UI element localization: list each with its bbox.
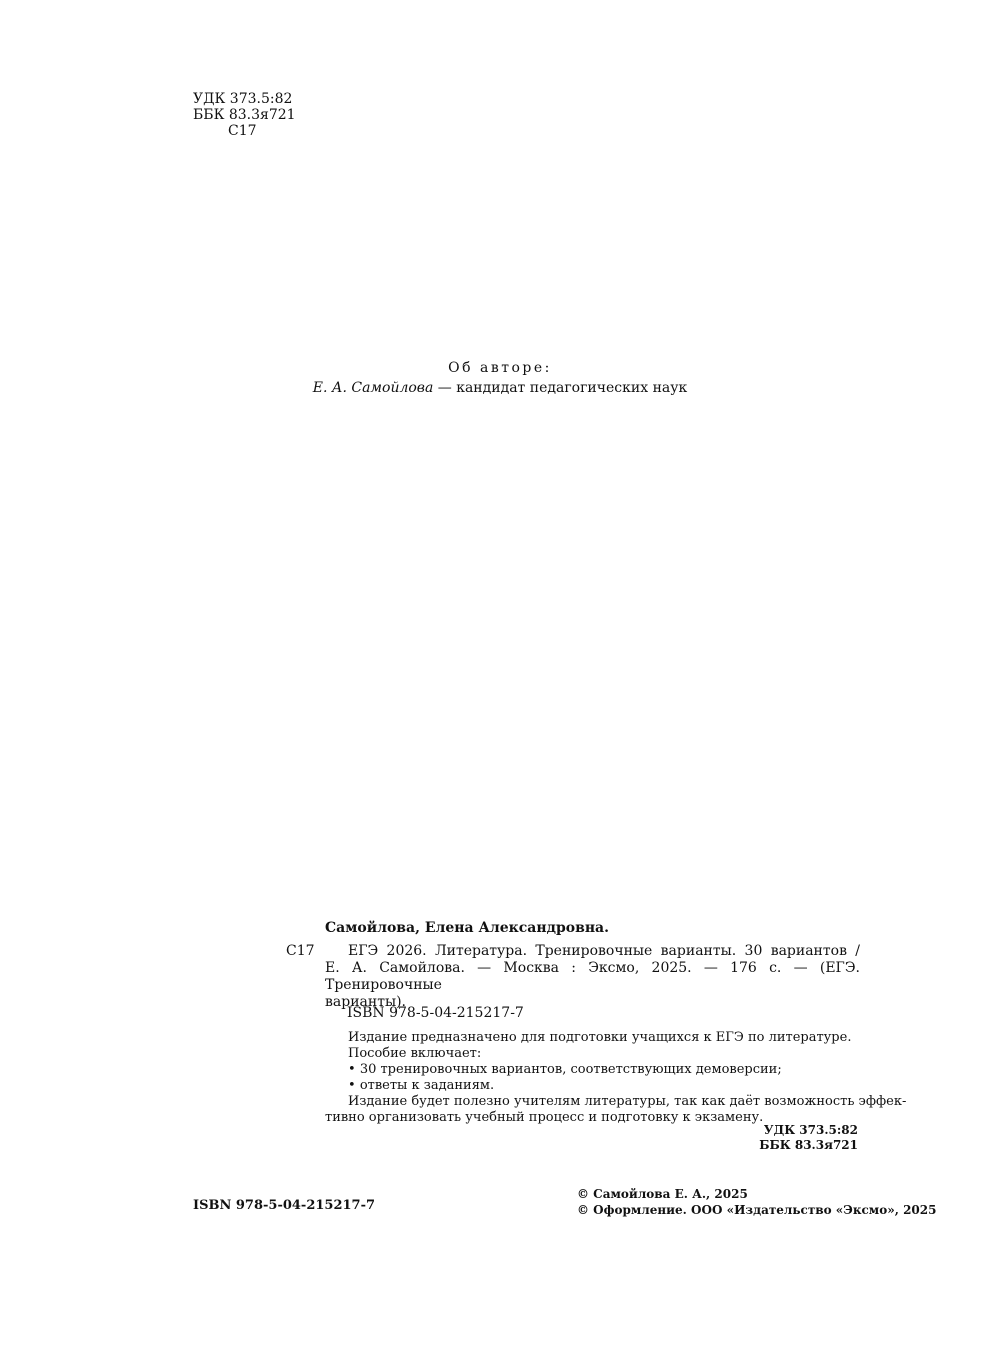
annotation-bullet-2: • ответы к заданиям. [325,1078,860,1094]
annotation-includes: Пособие включает: [348,1046,482,1061]
bib-author-sign: С17 [286,943,315,959]
author-name: Е. А. Самойлова [312,380,434,396]
copyright-publisher: © Оформление. ООО «Издательство «Эксмо», 2025 [577,1203,937,1217]
annotation-outro-1: Издание будет полезно учителям литературы, так как даёт возможность эффек- [348,1094,907,1109]
about-author-heading: Об авторе: [448,360,552,376]
classification-block [193,91,296,139]
bib-line-3: варианты). [325,994,406,1010]
author-description: — кандидат педагогических наук [433,380,688,396]
about-author [0,358,1000,398]
bib-udk: УДК 373.5:82 [763,1123,858,1137]
copyright-block [577,1186,936,1218]
footer-isbn: ISBN 978-5-04-215217-7 [193,1198,376,1213]
annotation-outro-2: тивно организовать учебный процесс и подготовку к экзамену. [325,1110,764,1125]
bib-line-1: ЕГЭ 2026. Литература. Тренировочные варианты. 30 вариантов / [348,943,860,959]
author-full-name: Самойлова, Елена Александровна. [325,920,610,936]
author-sign: С17 [228,123,257,139]
copyright-author: © Самойлова Е. А., 2025 [577,1187,748,1201]
bbk-code: ББК 83.3я721 [193,107,296,123]
bib-bbk: ББК 83.3я721 [759,1138,858,1152]
bib-classification [759,1123,858,1153]
annotation [325,1030,907,1126]
annotation-intro: Издание предназначено для подготовки учащихся к ЕГЭ по литературе. [348,1030,852,1045]
bib-line-2: Е. А. Самойлова. — Москва : Эксмо, 2025. — 176 с. — (ЕГЭ. Тренировочные [325,960,860,993]
annotation-bullet-1: • 30 тренировочных вариантов, соответствующих демоверсии; [325,1062,860,1078]
about-author-line [0,378,1000,398]
bib-isbn: ISBN 978-5-04-215217-7 [347,1005,524,1021]
udk-code: УДК 373.5:82 [193,91,293,107]
bib-description [325,943,860,1011]
